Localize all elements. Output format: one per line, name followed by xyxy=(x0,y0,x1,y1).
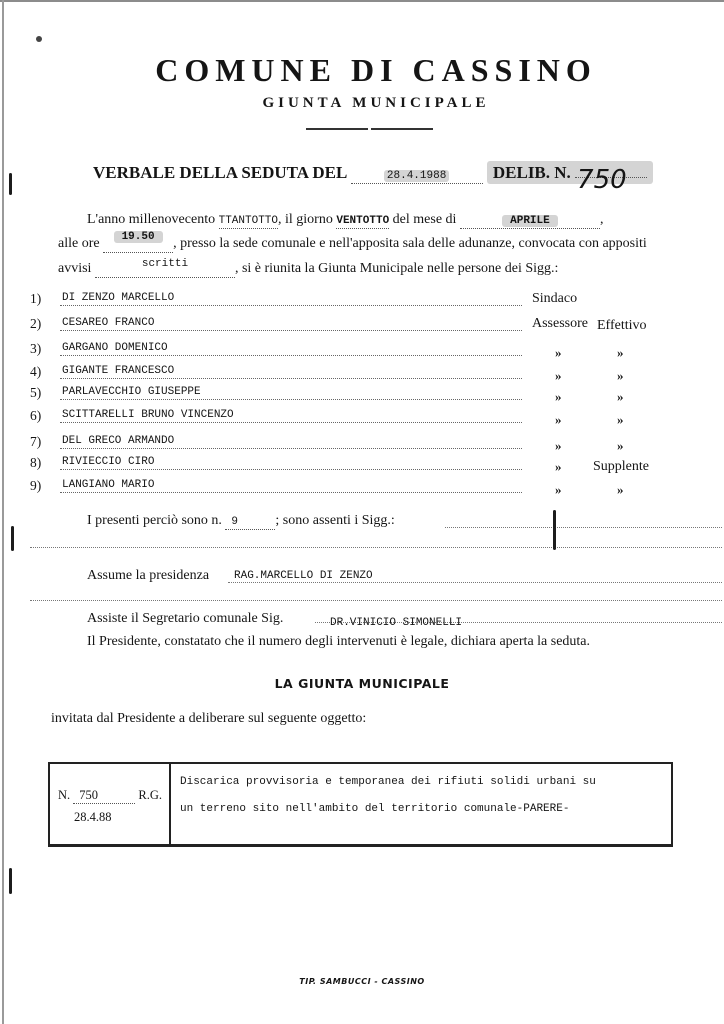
member-name-field xyxy=(60,422,522,423)
member-role-type: » xyxy=(617,345,624,360)
year-word: TTANTOTTO xyxy=(218,215,279,227)
member-number: 3) xyxy=(30,341,42,356)
member-number: 4) xyxy=(30,364,42,379)
member-name-field xyxy=(60,492,522,493)
member-role-type: Supplente xyxy=(593,459,649,474)
member-number: 5) xyxy=(30,385,42,400)
member-number: 6) xyxy=(30,408,42,423)
intro-text: del mese di xyxy=(392,212,457,227)
intro-text: avvisi xyxy=(58,261,92,276)
margin-mark xyxy=(9,868,12,894)
present-count: 9 xyxy=(231,516,239,528)
member-role: Assessore xyxy=(532,316,588,331)
subject-box-divider xyxy=(169,764,171,844)
presidency-line xyxy=(87,568,209,584)
member-number: 1) xyxy=(30,291,42,306)
scan-left-edge xyxy=(2,0,4,1024)
member-name-field xyxy=(60,330,522,331)
opening-statement: Il Presidente, constatato che il numero degli intervenuti è legale, dichiara aperta la seduta. xyxy=(87,634,591,649)
present-count-field xyxy=(225,513,275,530)
attendance-line xyxy=(87,513,395,530)
intro-text: , si è riunita la Giunta Municipale nelle persone dei Sigg.: xyxy=(234,261,559,276)
member-role: » xyxy=(555,482,562,497)
intro-text: L'anno millenovecento xyxy=(87,212,216,227)
printer-footer: TIP. SAMBUCCI - CASSINO xyxy=(299,977,425,986)
day-field xyxy=(336,212,389,229)
time-field xyxy=(103,231,173,253)
member-name: CESAREO FRANCO xyxy=(62,317,155,329)
seduta-date: 28.4.1988 xyxy=(384,170,449,182)
member-name: SCITTARELLI BRUNO VINCENZO xyxy=(62,409,234,421)
intro-line-2 xyxy=(58,231,647,253)
document-title: COMUNE DI CASSINO xyxy=(155,52,597,88)
member-role-type: » xyxy=(617,438,624,453)
n-value: 750 xyxy=(79,788,99,802)
presidency-field xyxy=(228,582,722,583)
member-role: Sindaco xyxy=(532,291,578,306)
verbale-label: VERBALE DELLA SEDUTA DEL xyxy=(93,163,347,182)
header-rule xyxy=(306,128,368,130)
member-role-type: » xyxy=(617,482,624,497)
rg-label: R.G. xyxy=(138,788,163,802)
intro-text: , presso la sede comunale e nell'apposita sala delle adunanze, convocata con appositi xyxy=(173,236,647,251)
month-field xyxy=(460,212,600,229)
member-role: » xyxy=(555,412,562,427)
notice-field xyxy=(95,258,235,278)
member-role: » xyxy=(555,345,562,360)
member-name-field xyxy=(60,305,522,306)
subject-line-1: Discarica provvisoria e temporanea dei rifiuti solidi urbani su xyxy=(180,776,596,788)
delib-block xyxy=(487,161,653,195)
member-name: PARLAVECCHIO GIUSEPPE xyxy=(62,386,201,398)
margin-mark xyxy=(9,173,12,195)
registry-number-line xyxy=(58,788,162,804)
member-role: » xyxy=(555,438,562,453)
header-rule xyxy=(371,128,433,130)
invitation-text: invitata dal Presidente a deliberare sul seguente oggetto: xyxy=(51,711,367,726)
secretary-line xyxy=(87,611,283,627)
intro-line-1: L'anno millenovecento TTANTOTTO, il giorno VENTOTTO del mese di APRILE , xyxy=(87,212,604,227)
ink-spot xyxy=(36,36,42,42)
member-role-type: Effettivo xyxy=(597,318,647,333)
notice-type: scritti xyxy=(141,258,189,270)
intro-text: , il giorno xyxy=(278,212,333,227)
document-subtitle: GIUNTA MUNICIPALE xyxy=(262,95,490,111)
delib-number-field xyxy=(575,165,647,195)
member-number: 9) xyxy=(30,478,42,493)
verbale-line xyxy=(93,163,653,195)
member-name: DEL GRECO ARMANDO xyxy=(62,435,175,447)
member-role: » xyxy=(555,368,562,383)
intro-text: alle ore xyxy=(58,236,100,251)
month: APRILE xyxy=(502,215,558,227)
member-name-field xyxy=(60,378,522,379)
presidency-label: Assume la presidenza xyxy=(87,568,210,583)
absent-field xyxy=(445,527,722,528)
member-name: GIGANTE FRANCESCO xyxy=(62,365,175,377)
n-label: N. xyxy=(58,788,71,802)
member-name-field xyxy=(60,355,522,356)
member-number: 2) xyxy=(30,316,42,331)
day-word: VENTOTTO xyxy=(336,215,390,227)
year-field xyxy=(219,212,278,229)
subject-line-2: un terreno sito nell'ambito del territorio comunale-PARERE- xyxy=(180,803,570,815)
intro-line-3 xyxy=(58,258,559,278)
member-role: » xyxy=(555,389,562,404)
secretary-value: DR.VINICIO SIMONELLI xyxy=(330,617,463,629)
member-name-field xyxy=(60,448,522,449)
member-name-field xyxy=(60,469,522,470)
member-role-type: » xyxy=(617,389,624,404)
delib-number-handwritten: 750 xyxy=(577,165,627,195)
member-number: 7) xyxy=(30,434,42,449)
member-role-type: » xyxy=(617,368,624,383)
margin-mark xyxy=(11,526,14,551)
member-name-field xyxy=(60,399,522,400)
member-role-type: » xyxy=(617,412,624,427)
attendance-text: I presenti perciò sono n. xyxy=(87,513,222,528)
presidency-value: RAG.MARCELLO DI ZENZO xyxy=(234,570,373,582)
delib-label: DELIB. N. xyxy=(492,163,571,182)
member-name: LANGIANO MARIO xyxy=(62,479,155,491)
presidency-field-line-2 xyxy=(30,600,722,601)
pen-stroke xyxy=(553,510,556,550)
member-number: 8) xyxy=(30,455,42,470)
n-field xyxy=(73,788,135,804)
time: 19.50 xyxy=(114,231,163,243)
member-name: DI ZENZO MARCELLO xyxy=(62,292,175,304)
scan-top-edge xyxy=(0,0,724,2)
member-role: » xyxy=(555,459,562,474)
subject-box xyxy=(48,762,673,847)
member-name: GARGANO DOMENICO xyxy=(62,342,168,354)
attendance-text: ; sono assenti i Sigg.: xyxy=(275,513,395,528)
seduta-date-field xyxy=(351,163,483,184)
registry-date: 28.4.88 xyxy=(74,810,112,824)
absent-field-line-2 xyxy=(30,547,722,548)
secretary-label: Assiste il Segretario comunale Sig. xyxy=(87,611,284,626)
member-name: RIVIECCIO CIRO xyxy=(62,456,155,468)
section-heading: LA GIUNTA MUNICIPALE xyxy=(274,676,450,691)
